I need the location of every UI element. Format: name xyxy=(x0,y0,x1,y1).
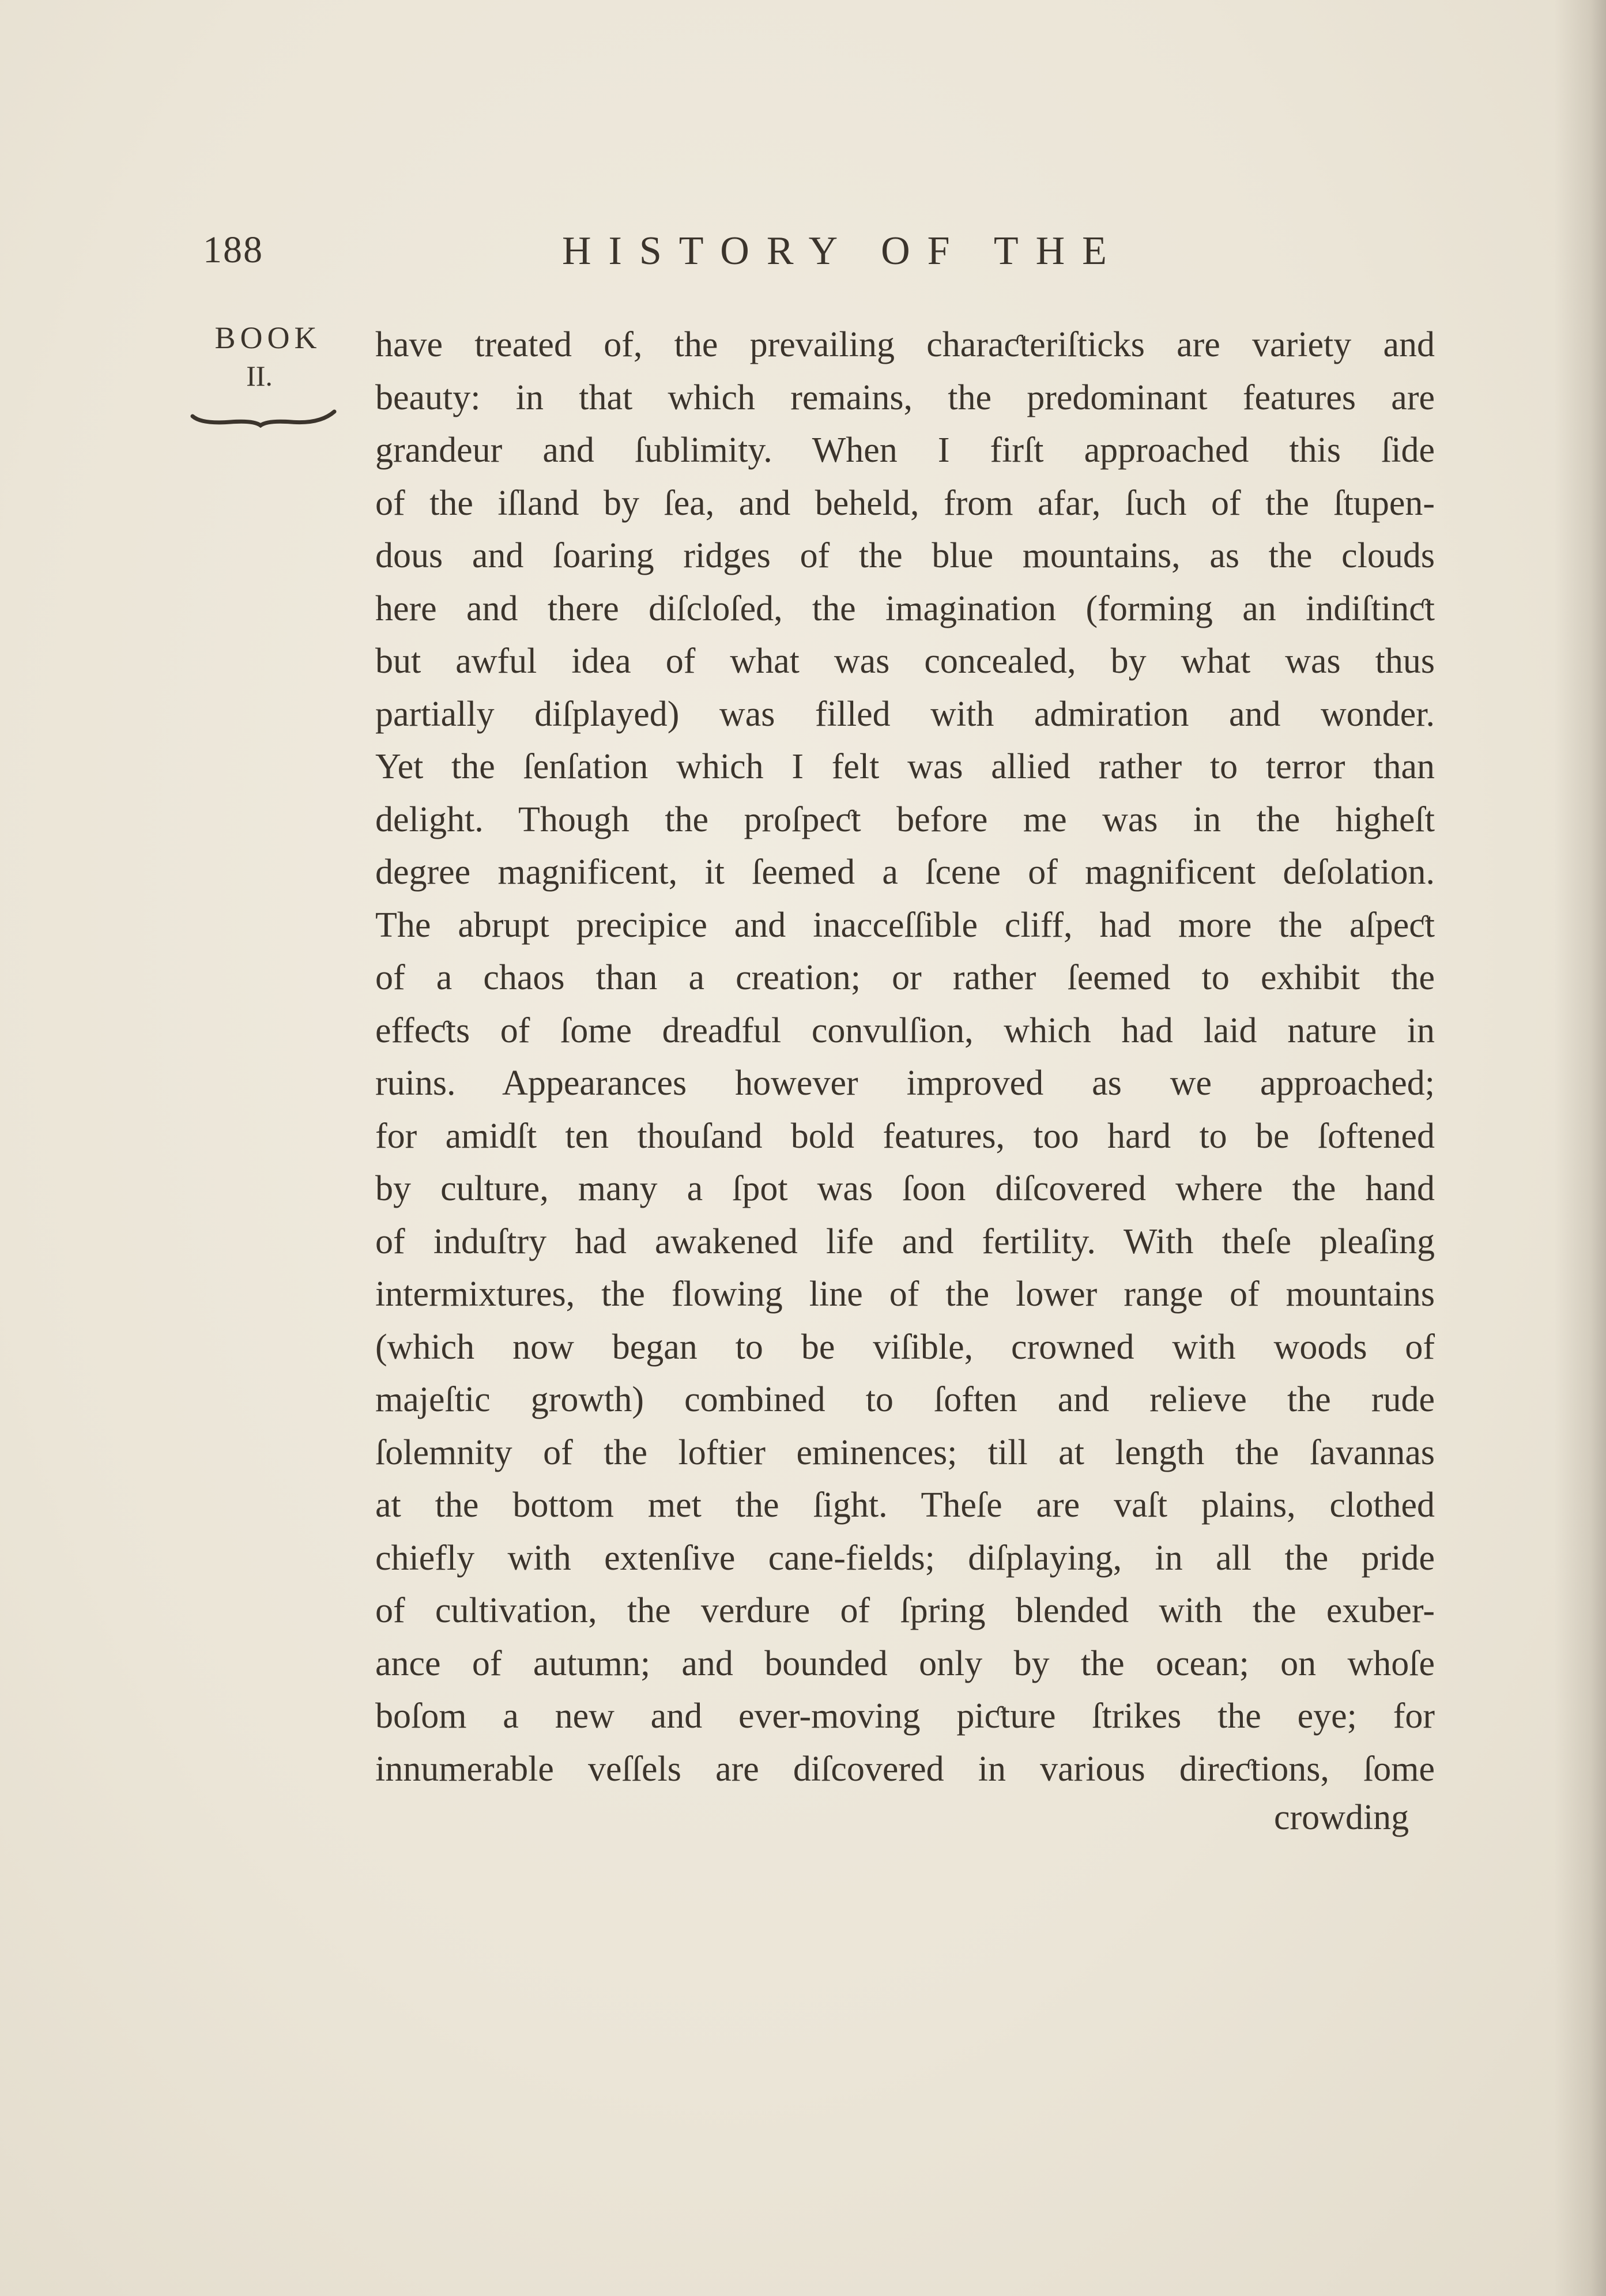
body-line: boſom a new and ever-moving piƈture ſtrikes the eye; for xyxy=(375,1696,1435,1736)
body-line: effeƈts of ſome dreadful convulſion, which had laid nature in xyxy=(375,1011,1435,1050)
body-line: have treated of, the prevailing charaƈteriſticks are variety and xyxy=(375,325,1435,364)
body-line: Yet the ſenſation which I felt was allied rather to terror than xyxy=(375,747,1435,786)
running-head: HISTORY OF THE xyxy=(562,229,1124,273)
body-line: majeſtic growth) combined to ſoften and relieve the rude xyxy=(375,1380,1435,1419)
body-line: for amidſt ten thouſand bold features, too hard to be ſoftened xyxy=(375,1116,1435,1156)
body-line: of cultivation, the verdure of ſpring blended with the exuber- xyxy=(375,1591,1435,1630)
margin-book-label: BOOK xyxy=(214,321,322,355)
body-line: (which now began to be viſible, crowned with woods of xyxy=(375,1327,1435,1367)
margin-brace-icon xyxy=(190,405,337,428)
body-line: beauty: in that which remains, the predominant features are xyxy=(375,378,1435,417)
body-line: chiefly with extenſive cane-fields; diſplaying, in all the pride xyxy=(375,1538,1435,1578)
body-line: intermixtures, the flowing line of the lower range of mountains xyxy=(375,1275,1435,1314)
body-text xyxy=(375,319,1435,1796)
margin-note xyxy=(193,320,343,393)
body-line: degree magnificent, it ſeemed a ſcene of magnificent deſolation. xyxy=(375,853,1435,892)
page-number: 188 xyxy=(203,229,263,271)
body-line: partially diſplayed) was filled with admiration and wonder. xyxy=(375,694,1435,734)
body-line: of induſtry had awakened life and fertility. With theſe pleaſing xyxy=(375,1221,1435,1261)
body-line: ance of autumn; and bounded only by the ocean; on whoſe xyxy=(375,1643,1435,1683)
margin-volume-label: II. xyxy=(246,360,273,392)
body-line: but awful idea of what was concealed, by what was thus xyxy=(375,642,1435,681)
body-line: of the iſland by ſea, and beheld, from afar, ſuch of the ſtupen- xyxy=(375,483,1435,523)
body-line: dous and ſoaring ridges of the blue mountains, as the clouds xyxy=(375,536,1435,575)
body-line: at the bottom met the ſight. Theſe are vaſt plains, clothed xyxy=(375,1486,1435,1525)
body-line: ſolemnity of the loftier eminences; till at length the ſavannas xyxy=(375,1432,1435,1472)
body-line: of a chaos than a creation; or rather ſeemed to exhibit the xyxy=(375,958,1435,997)
body-line: grandeur and ſublimity. When I firſt approached this ſide xyxy=(375,431,1435,470)
body-line: innumerable veſſels are diſcovered in various direƈtions, ſome xyxy=(375,1749,1435,1789)
body-line: delight. Though the proſpeƈt before me was in the higheſt xyxy=(375,800,1435,839)
body-line: The abrupt precipice and inacceſſible cliff, had more the aſpeƈt xyxy=(375,905,1435,945)
body-line: by culture, many a ſpot was ſoon diſcovered where the hand xyxy=(375,1169,1435,1208)
body-line: ruins. Appearances however improved as we approached; xyxy=(375,1064,1435,1103)
catchword: crowding xyxy=(1274,1798,1409,1837)
gutter-shadow xyxy=(1554,0,1606,2296)
body-line: here and there diſcloſed, the imagination (forming an indiſtinƈt xyxy=(375,589,1435,628)
